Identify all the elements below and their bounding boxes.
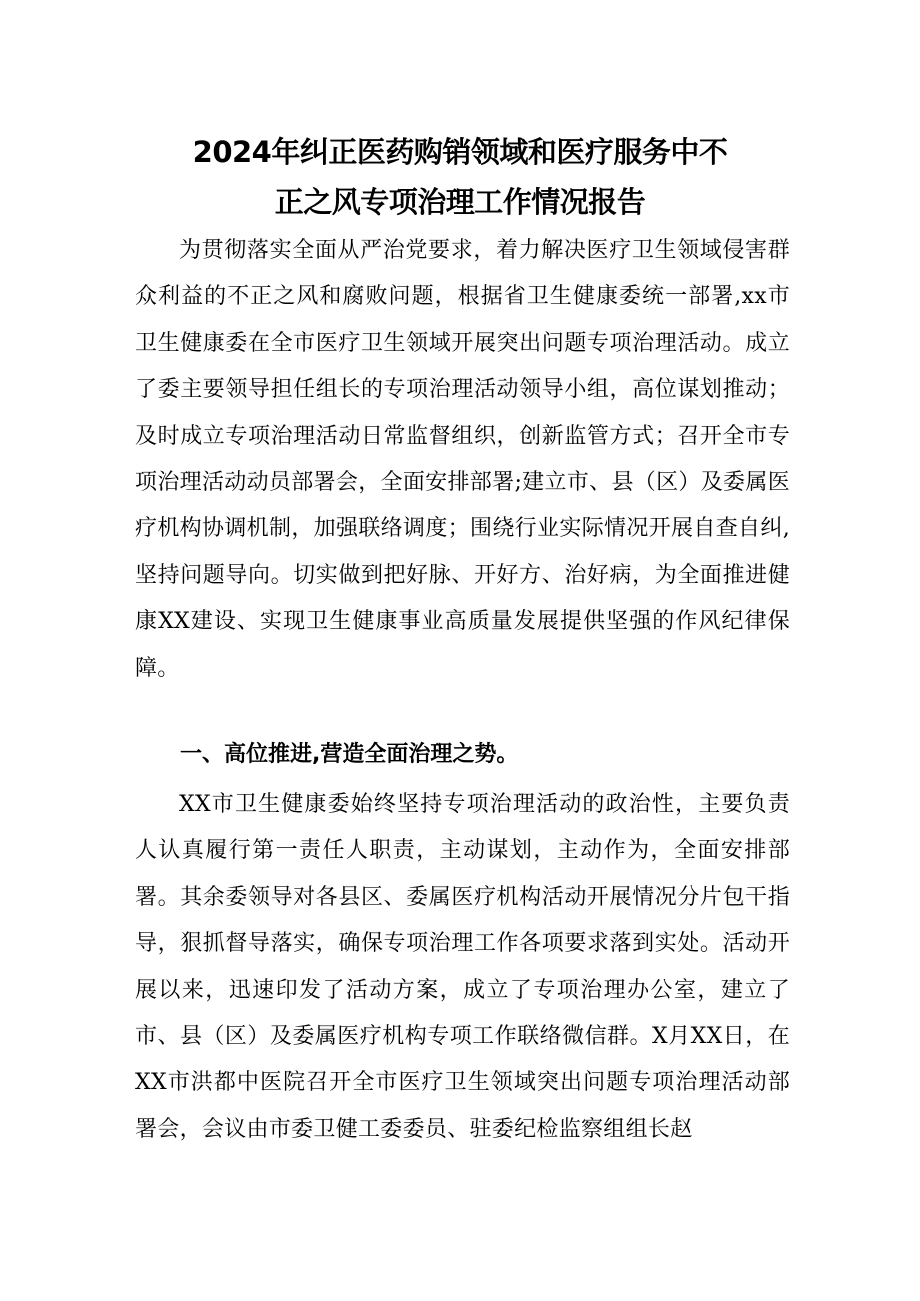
document-title xyxy=(100,127,820,227)
section-heading-1: 一、高位推进,营造全面治理之势。 xyxy=(180,742,519,767)
title-line-2: 正之风专项治理工作情况报告 xyxy=(274,185,646,220)
title-line-1: 2024年纠正医药购销领域和医疗服务中不 xyxy=(192,135,728,170)
intro-paragraph: 为贯彻落实全面从严治党要求，着力解决医疗卫生领域侵害群众利益的不正之风和腐败问题，根据省卫生健康委统一部署,xx市卫生健康委在全市医疗卫生领域开展突出问题专项治理活动。成立了委主要领导担任组长的专项治理活动领导小组，高位谋划推动；及时成立专项治理活动日常监督组织，创新监管方式；召开全市专项治理活动动员部署会，全面安排部署;建立市、县（区）及委属医疗机构协调机制，加强联络调度；围绕行业实际情况开展自查自纠,坚持问题导向。切实做到把好脉、开好方、治好病，为全面推进健康XX建设、实现卫生健康事业高质量发展提供坚强的作风纪律保障。 xyxy=(135,238,790,681)
section-1-paragraph: XX市卫生健康委始终坚持专项治理活动的政治性，主要负责人认真履行第一责任人职责，主动谋划，主动作为，全面安排部署。其余委领导对各县区、委属医疗机构活动开展情况分片包干指导，狠抓督导落实，确保专项治理工作各项要求落到实处。活动开展以来，迅速印发了活动方案，成立了专项治理办公室，建立了市、县（区）及委属医疗机构专项工作联络微信群。X月XX日，在XX市洪都中医院召开全市医疗卫生领域突出问题专项治理活动部署会，会议由市委卫健工委委员、驻委纪检监察组组长赵 xyxy=(135,792,790,1142)
